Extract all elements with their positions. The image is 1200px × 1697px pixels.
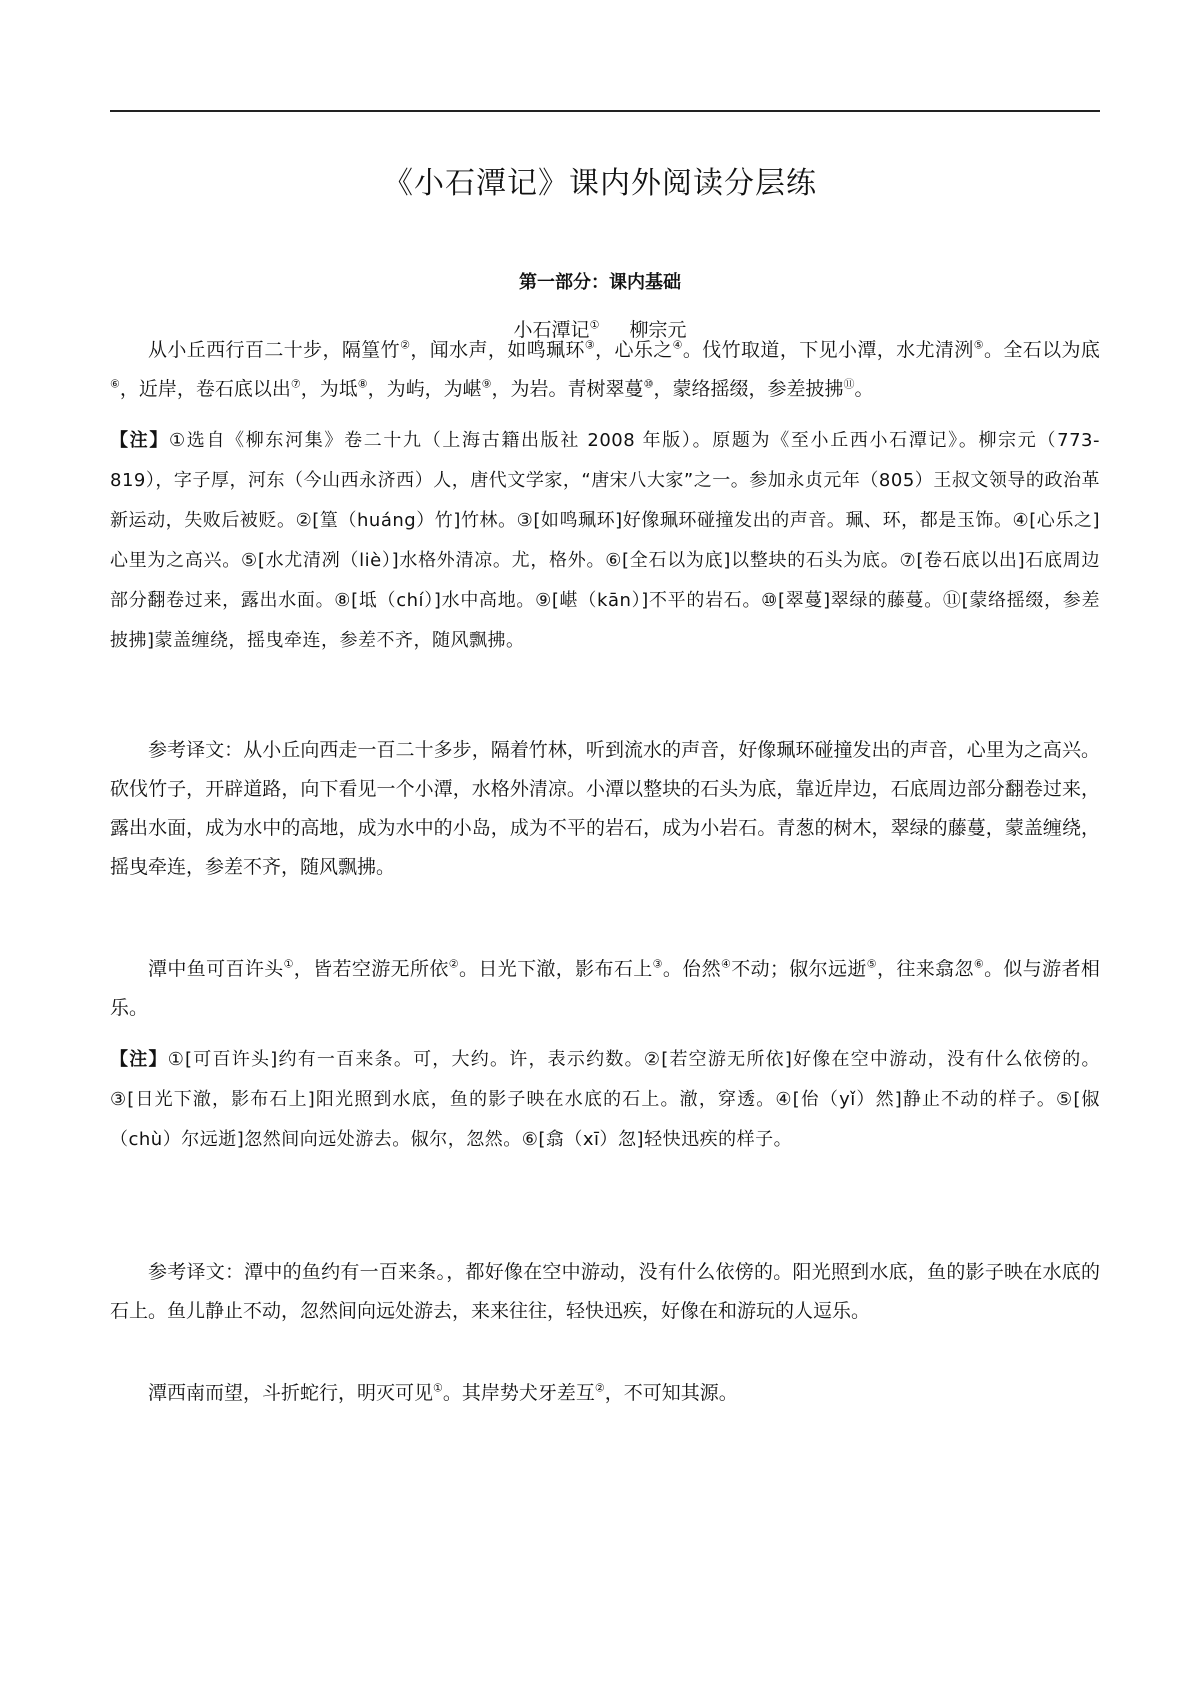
text-segment: ，心乐之 bbox=[595, 339, 673, 361]
work-footnote-mark: ① bbox=[589, 318, 600, 332]
passage-paragraph-2 bbox=[110, 950, 1100, 1028]
header-rule bbox=[110, 110, 1100, 112]
footnote-mark: ① bbox=[433, 1381, 443, 1395]
footnote-mark: ⑤ bbox=[973, 338, 984, 352]
passage-3-block bbox=[110, 1374, 1100, 1413]
text-segment: 潭中鱼可百许头 bbox=[148, 958, 284, 980]
footnote-mark: ⑨ bbox=[481, 377, 492, 391]
text-segment: ，为屿，为嵁 bbox=[367, 378, 482, 400]
footnote-mark: ⑥ bbox=[110, 377, 120, 391]
text-segment: 。似与游者相乐。 bbox=[110, 958, 1100, 1019]
notes-1-block bbox=[110, 421, 1100, 661]
text-segment: ，为坻 bbox=[300, 378, 358, 400]
notes-paragraph-2 bbox=[110, 1040, 1100, 1160]
footnote-mark: ④ bbox=[720, 957, 732, 971]
translation-2-block bbox=[110, 1253, 1100, 1331]
footnote-mark: ⑧ bbox=[357, 377, 368, 391]
text-segment: 不动；俶尔远逝 bbox=[731, 958, 867, 980]
text-segment: 从小丘西行百二十步，隔篁竹 bbox=[148, 339, 401, 361]
text-segment: 。日光下澈，影布石上 bbox=[458, 958, 653, 980]
footnote-mark: ① bbox=[283, 957, 294, 971]
note-text: ①[可百许头]约有一百来条。可，大约。许，表示约数。②[若空游无所依]好像在空中游动，没有什么依傍的。③[日光下澈，影布石上]阳光照到水底，鱼的影子映在水底的石上。澈，穿透。④[佁（yǐ）然]静止不动的样子。⑤[俶（chù）尔远逝]忽然间向远处游去。俶尔，忽然。⑥[翕（xī）忽]轻快迅疾的样子。 bbox=[110, 1049, 1100, 1150]
notes-2-block bbox=[110, 1040, 1100, 1160]
text-segment: ，为岩。青树翠蔓 bbox=[491, 378, 644, 400]
text-segment: 。其岸势犬牙差互 bbox=[442, 1382, 595, 1404]
footnote-mark: ⑪ bbox=[843, 377, 855, 391]
passage-paragraph-1 bbox=[110, 331, 1100, 409]
text-segment: ，近岸，卷石底以出 bbox=[119, 378, 291, 400]
text-segment: 。 bbox=[854, 378, 874, 400]
text-segment: 。全石以为底 bbox=[983, 339, 1100, 361]
note-label: 【注】 bbox=[110, 430, 169, 451]
footnote-mark: ③ bbox=[652, 957, 663, 971]
footnote-mark: ⑤ bbox=[866, 957, 877, 971]
page-title: 《小石潭记》课内外阅读分层练 bbox=[383, 166, 817, 201]
text-segment: ，皆若空游无所依 bbox=[293, 958, 449, 980]
text-segment: ，不可知其源。 bbox=[604, 1382, 738, 1404]
text-segment: 潭西南而望，斗折蛇行，明灭可见 bbox=[148, 1382, 434, 1404]
note-label: 【注】 bbox=[110, 1049, 168, 1070]
footnote-mark: ② bbox=[594, 1381, 605, 1395]
text-segment: 。佁然 bbox=[662, 958, 721, 980]
passage-paragraph-3 bbox=[110, 1374, 1100, 1413]
text-segment: ，蒙络摇缀，参差披拂 bbox=[653, 378, 844, 400]
footnote-mark: ③ bbox=[584, 338, 596, 352]
footnote-mark: ⑥ bbox=[973, 957, 985, 971]
footnote-mark: ④ bbox=[672, 338, 683, 352]
footnote-mark: ⑩ bbox=[643, 377, 654, 391]
author-name: 柳宗元 bbox=[629, 319, 687, 341]
text-segment: ，闻水声，如鸣珮环 bbox=[410, 339, 585, 361]
text-segment: ，往来翕忽 bbox=[877, 958, 974, 980]
passage-2-block bbox=[110, 950, 1100, 1028]
passage-1-block bbox=[110, 331, 1100, 409]
footnote-mark: ② bbox=[448, 957, 459, 971]
translation-paragraph-2: 参考译文：潭中的鱼约有一百来条。，都好像在空中游动，没有什么依傍的。阳光照到水底，鱼的影子映在水底的石上。鱼儿静止不动，忽然间向远处游去，来来往往，轻快迅疾，好像在和游玩的人逗乐。 bbox=[110, 1261, 1100, 1322]
note-text: ①选自《柳东河集》卷二十九（上海古籍出版社 2008 年版）。原题为《至小丘西小石潭记》。柳宗元（773-819），字子厚，河东（今山西永济西）人，唐代文学家，“唐宋八大家”之一。参加永贞元年（805）王叔文领导的政治革新运动，失败后被贬。②[篁（huáng）竹]竹林。③[如鸣珮环]好像珮环碰撞发出的声音。珮、环，都是玉饰。④[心乐之]心里为之高兴。⑤[水尤清冽（liè）]水格外清凉。尤，格外。⑥[全石以为底]以整块的石头为底。⑦[卷石底以出]石底周边部分翻卷过来，露出水面。⑧[坻（chí）]水中高地。⑨[嵁（kān）]不平的岩石。⑩[翠蔓]翠绿的藤蔓。⑪[蒙络摇缀，参差披拂]蒙盖缠绕，摇曳牵连，参差不齐，随风飘拂。 bbox=[110, 430, 1100, 651]
translation-1-block bbox=[110, 731, 1100, 887]
section-heading: 第一部分：课内基础 bbox=[519, 272, 681, 293]
translation-paragraph-1: 参考译文：从小丘向西走一百二十多步，隔着竹林，听到流水的声音，好像珮环碰撞发出的声音，心里为之高兴。砍伐竹子，开辟道路，向下看见一个小潭，水格外清凉。小潭以整块的石头为底，靠近岸边，石底周边部分翻卷过来，露出水面，成为水中的高地，成为水中的小岛，成为不平的岩石，成为小岩石。青葱的树木，翠绿的藤蔓，蒙盖缠绕，摇曳牵连，参差不齐，随风飘拂。 bbox=[110, 739, 1100, 878]
footnote-mark: ⑦ bbox=[290, 377, 301, 391]
footnote-mark: ② bbox=[400, 338, 411, 352]
notes-paragraph-1 bbox=[110, 421, 1100, 661]
work-title: 小石潭记 bbox=[513, 319, 590, 341]
text-segment: 。伐竹取道，下见小潭，水尤清洌 bbox=[682, 339, 974, 361]
